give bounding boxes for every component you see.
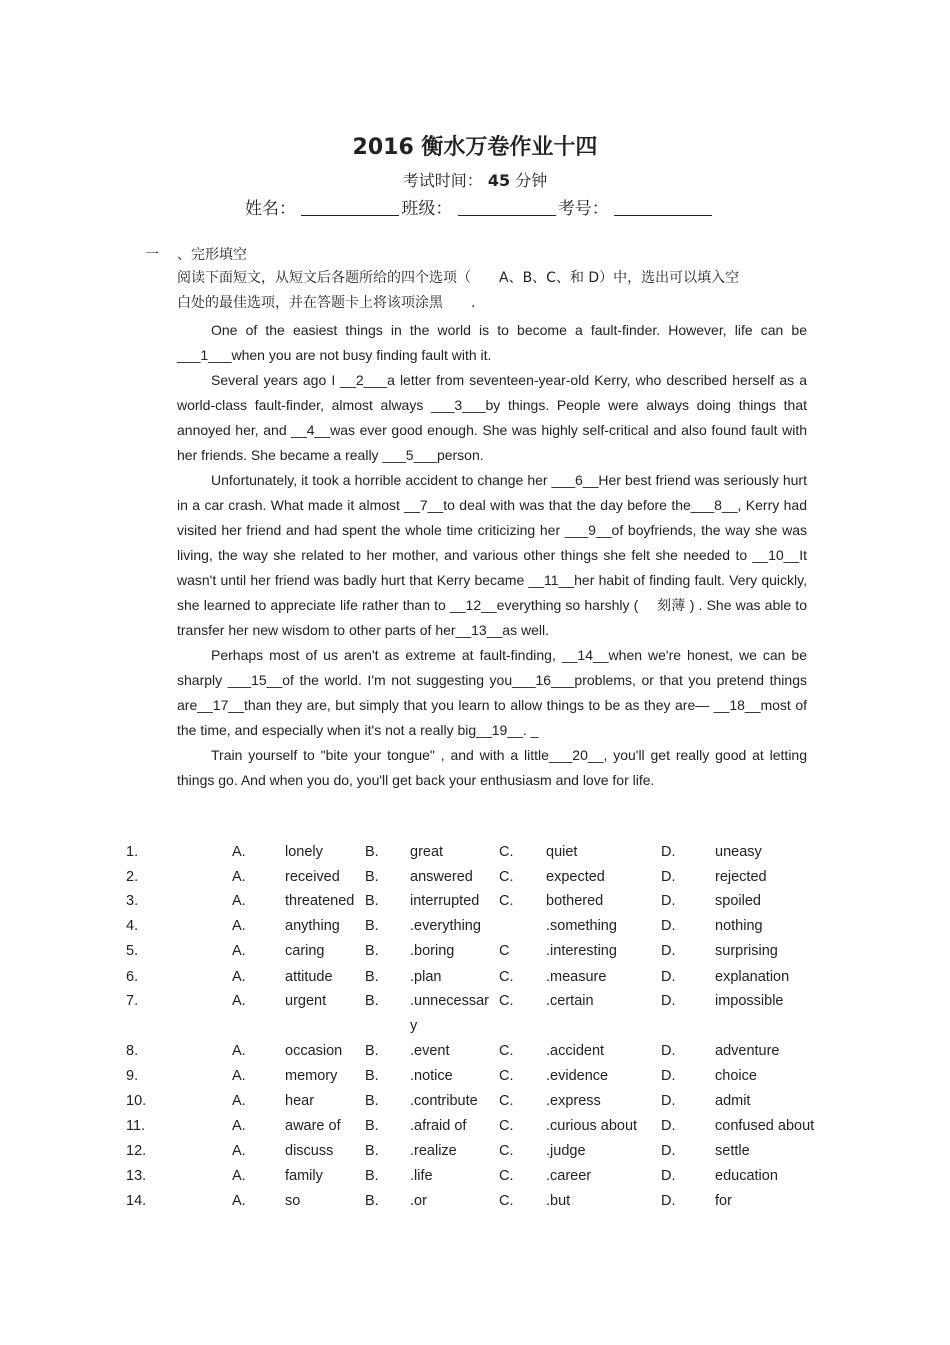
question-d: D. <box>661 993 676 1009</box>
question-ct: .curious about <box>546 1118 638 1134</box>
question-num: 11. <box>126 1118 146 1134</box>
question-bt: .life <box>410 1168 433 1184</box>
question-a: A. <box>232 1168 246 1184</box>
question-b: B. <box>365 1068 379 1084</box>
question-row <box>0 943 950 968</box>
question-at: anything <box>285 918 340 934</box>
question-dt: adventure <box>715 1043 780 1059</box>
question-ct: expected <box>546 869 605 885</box>
question-b: B. <box>365 869 379 885</box>
question-b: B. <box>365 1168 379 1184</box>
name-label: 姓名： <box>245 199 296 219</box>
question-c: C. <box>499 869 514 885</box>
paragraph-4: Perhaps most of us aren't as extreme at fault-finding, __14__when we're honest, we can be sharply ___15__of the world. I'm not suggesting you___16___problems, or that you pretend things are__17__than they are, but simply that you learn to allow things to be as they are— __18__most of the time, and especially when it's not a really big__19__. _ <box>177 647 807 738</box>
question-a: A. <box>232 943 246 959</box>
question-dt: confused about <box>715 1118 815 1134</box>
question-dt: choice <box>715 1068 757 1084</box>
id-blank[interactable] <box>614 197 712 216</box>
question-bt: .realize <box>410 1143 457 1159</box>
cloze-passage <box>177 318 807 793</box>
question-at: occasion <box>285 1043 343 1059</box>
question-at: aware of <box>285 1118 341 1134</box>
section-title: 、完形填空 <box>177 247 247 263</box>
paragraph-2: Several years ago I __2___a letter from seventeen-year-old Kerry, who described herself as a world-class fault-finder, almost always ___3___by things. People were always doing things that annoyed her, and __4__was ever good enough. She was highly self-critical and also found fault with her friends. She became a really ___5___person. <box>177 372 807 463</box>
question-d: D. <box>661 869 676 885</box>
question-at: so <box>285 1193 301 1209</box>
question-at: memory <box>285 1068 338 1084</box>
question-d: D. <box>661 1068 676 1084</box>
question-dt: for <box>715 1193 732 1209</box>
question-dt: spoiled <box>715 893 761 909</box>
question-c: C <box>499 943 510 959</box>
question-c: C. <box>499 1118 514 1134</box>
question-a: A. <box>232 969 246 985</box>
paragraph-1: One of the easiest things in the world is to become a fault-finder. However, life can be ___1___when you are not busy finding fault with it. <box>177 322 807 363</box>
question-b: B. <box>365 1118 379 1134</box>
question-num: 10. <box>126 1093 147 1109</box>
exam-time <box>0 168 950 191</box>
question-bt: interrupted <box>410 893 480 909</box>
question-num: 3. <box>126 893 139 909</box>
question-bt: .afraid of <box>410 1118 467 1134</box>
question-dt: uneasy <box>715 844 762 860</box>
question-b: B. <box>365 1043 379 1059</box>
question-bt: .contribute <box>410 1093 478 1109</box>
question-num: 4. <box>126 918 139 934</box>
question-row <box>0 844 950 869</box>
question-at: received <box>285 869 340 885</box>
question-dt: nothing <box>715 918 763 934</box>
question-at: hear <box>285 1093 315 1109</box>
question-num: 12. <box>126 1143 147 1159</box>
question-a: A. <box>232 1143 246 1159</box>
question-row <box>0 1093 950 1118</box>
time-unit: 分钟 <box>515 171 548 190</box>
question-row <box>0 1068 950 1093</box>
question-dt: admit <box>715 1093 751 1109</box>
name-blank[interactable] <box>301 197 399 216</box>
question-num: 13. <box>126 1168 147 1184</box>
class-label: 班级： <box>401 199 453 219</box>
section-number: 一 <box>145 247 159 263</box>
question-c: C. <box>499 893 514 909</box>
time-value: 45 <box>487 171 511 190</box>
question-c: C. <box>499 1043 514 1059</box>
question-b: B. <box>365 993 379 1009</box>
question-at: urgent <box>285 993 327 1009</box>
question-ct: .express <box>546 1093 601 1109</box>
time-label: 考试时间： <box>402 171 483 190</box>
question-a: A. <box>232 1068 246 1084</box>
question-row <box>0 1168 950 1193</box>
question-b: B. <box>365 918 379 934</box>
question-row <box>0 1043 950 1068</box>
question-d: D. <box>661 943 676 959</box>
question-ct: .something <box>546 918 617 934</box>
question-d: D. <box>661 1193 676 1209</box>
question-ct: .interesting <box>546 943 617 959</box>
id-label: 考号： <box>557 199 609 219</box>
question-ct: .certain <box>546 993 594 1009</box>
question-a: A. <box>232 844 246 860</box>
question-dt: impossible <box>715 993 784 1009</box>
question-row <box>0 969 950 994</box>
question-a: A. <box>232 1093 246 1109</box>
question-a: A. <box>232 993 246 1009</box>
question-row <box>0 1018 950 1043</box>
question-b: B. <box>365 844 379 860</box>
question-c: C. <box>499 1168 514 1184</box>
question-b: B. <box>365 1143 379 1159</box>
question-d: D. <box>661 1143 676 1159</box>
instructions-line-2: 白处的最佳选项，并在答题卡上将该项涂黑 . <box>177 295 476 311</box>
question-c: C. <box>499 969 514 985</box>
question-a: A. <box>232 918 246 934</box>
paragraph-5: Train yourself to "bite your tongue" , and with a little___20__, you'll get really good at letting things go. And when you do, you'll get back your enthusiasm and love for life. <box>177 747 807 788</box>
question-bt: .or <box>410 1193 427 1209</box>
question-row <box>0 1118 950 1143</box>
student-info <box>245 194 714 219</box>
question-ct: .judge <box>546 1143 586 1159</box>
question-c: C. <box>499 993 514 1009</box>
question-num: 9. <box>126 1068 139 1084</box>
question-a: A. <box>232 893 246 909</box>
question-d: D. <box>661 969 676 985</box>
question-a: A. <box>232 1118 246 1134</box>
question-bt: y <box>410 1018 418 1034</box>
question-row <box>0 1143 950 1168</box>
question-d: D. <box>661 893 676 909</box>
question-bt: .boring <box>410 943 455 959</box>
question-c: C. <box>499 1143 514 1159</box>
question-num: 8. <box>126 1043 139 1059</box>
question-dt: explanation <box>715 969 790 985</box>
question-c: C. <box>499 1093 514 1109</box>
question-dt: rejected <box>715 869 767 885</box>
question-d: D. <box>661 918 676 934</box>
question-ct: quiet <box>546 844 578 860</box>
question-at: attitude <box>285 969 333 985</box>
question-b: B. <box>365 1093 379 1109</box>
question-b: B. <box>365 1193 379 1209</box>
question-bt: .plan <box>410 969 442 985</box>
question-d: D. <box>661 1118 676 1134</box>
class-blank[interactable] <box>458 197 556 216</box>
question-bt: .everything <box>410 918 481 934</box>
question-num: 2. <box>126 869 139 885</box>
question-b: B. <box>365 969 379 985</box>
question-dt: settle <box>715 1143 750 1159</box>
question-d: D. <box>661 1168 676 1184</box>
question-row <box>0 893 950 918</box>
question-d: D. <box>661 1043 676 1059</box>
question-row <box>0 993 950 1018</box>
question-at: lonely <box>285 844 323 860</box>
question-dt: surprising <box>715 943 778 959</box>
question-b: B. <box>365 943 379 959</box>
question-a: A. <box>232 1193 246 1209</box>
question-ct: .career <box>546 1168 592 1184</box>
question-bt: .unnecessar <box>410 993 489 1009</box>
question-ct: .evidence <box>546 1068 609 1084</box>
question-num: 14. <box>126 1193 147 1209</box>
question-d: D. <box>661 1093 676 1109</box>
question-row <box>0 918 950 943</box>
question-c: C. <box>499 1193 514 1209</box>
question-row <box>0 1193 950 1218</box>
question-at: discuss <box>285 1143 334 1159</box>
question-at: threatened <box>285 893 355 909</box>
question-ct: .but <box>546 1193 571 1209</box>
question-at: family <box>285 1168 323 1184</box>
question-bt: .event <box>410 1043 450 1059</box>
question-a: A. <box>232 1043 246 1059</box>
question-dt: education <box>715 1168 778 1184</box>
question-num: 5. <box>126 943 139 959</box>
question-d: D. <box>661 844 676 860</box>
question-ct: .accident <box>546 1043 605 1059</box>
question-bt: great <box>410 844 444 860</box>
paragraph-3: Unfortunately, it took a horrible accident to change her ___6__Her best friend was seriously hurt in a car crash. What made it almost __7__to deal with was that the day before the___8__, Kerry had visited her friend and had spent the whole time criticizing her ___9__of boyfriends, the way she was living, the way she related to her mother, and various other things she felt she needed to __10__It wasn't until her friend was badly hurt that Kerry became __11__her habit of finding fault. Very quickly, she learned to appreciate life rather than to __12__everything so harshly ( 刻薄 ) . She was able to transfer her new wisdom to other parts of her__13__as well. <box>177 472 807 638</box>
question-bt: .notice <box>410 1068 453 1084</box>
question-num: 1. <box>126 844 139 860</box>
instructions-line-1: 阅读下面短文，从短文后各题所给的四个选项（ A、B、C、和 D）中，选出可以填入空 <box>177 270 740 286</box>
question-c: C. <box>499 1068 514 1084</box>
question-num: 6. <box>126 969 139 985</box>
question-a: A. <box>232 869 246 885</box>
section-heading <box>145 244 247 264</box>
question-row <box>0 869 950 894</box>
question-ct: .measure <box>546 969 607 985</box>
question-num: 7. <box>126 993 139 1009</box>
question-ct: bothered <box>546 893 604 909</box>
question-bt: answered <box>410 869 473 885</box>
page-title: 2016 衡水万卷作业十四 <box>352 135 598 160</box>
question-at: caring <box>285 943 325 959</box>
question-b: B. <box>365 893 379 909</box>
question-c: C. <box>499 844 514 860</box>
